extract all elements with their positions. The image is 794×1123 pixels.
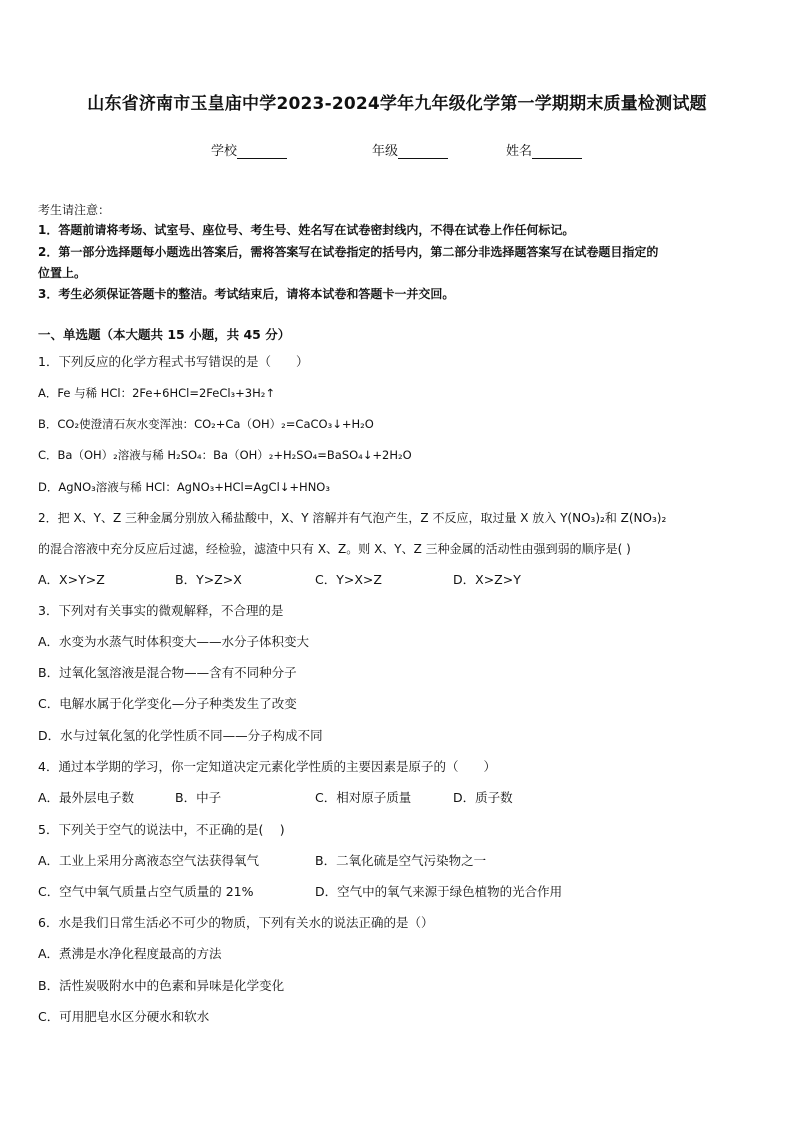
question-6-option-c[interactable]: C．可用肥皂水区分硬水和软水	[38, 1009, 210, 1024]
question-1-option-a[interactable]: A．Fe 与稀 HCl：2Fe+6HCl=2FeCl₃+3H₂↑	[38, 386, 276, 400]
question-1-stem: 1．下列反应的化学方程式书写错误的是（ ）	[38, 354, 309, 369]
question-5-option-a[interactable]: A．工业上采用分离液态空气法获得氧气	[38, 853, 260, 868]
question-1-option-d[interactable]: D．AgNO₃溶液与稀 HCl：AgNO₃+HCl=AgCl↓+HNO₃	[38, 480, 330, 494]
question-6-option-a[interactable]: A．煮沸是水净化程度最高的方法	[38, 946, 222, 961]
question-5-option-d[interactable]: D．空气中的氧气来源于绿色植物的光合作用	[315, 884, 563, 899]
question-6-stem: 6．水是我们日常生活必不可少的物质，下列有关水的说法正确的是（）	[38, 915, 434, 930]
question-3-option-b[interactable]: B．过氧化氢溶液是混合物——含有不同种分子	[38, 665, 297, 680]
question-4-option-c[interactable]: C．相对原子质量	[315, 790, 412, 805]
school-field[interactable]	[211, 140, 287, 159]
question-2-option-b[interactable]: B．Y>Z>X	[175, 572, 242, 587]
question-5-stem: 5．下列关于空气的说法中，不正确的是( )	[38, 822, 285, 837]
name-field[interactable]	[506, 140, 582, 159]
page-title: 山东省济南市玉皇庙中学2023-2024学年九年级化学第一学期期末质量检测试题	[87, 94, 707, 114]
notice-item: 1．答题前请将考场、试室号、座位号、考生号、姓名写在试卷密封线内，不得在试卷上作任何标记。	[38, 223, 575, 237]
question-2-stem-line-1: 2．把 X、Y、Z 三种金属分别放入稀盐酸中，X、Y 溶解并有气泡产生，Z 不反应，取过量 X 放入 Y(NO₃)₂和 Z(NO₃)₂	[38, 511, 667, 525]
question-4-option-b[interactable]: B．中子	[175, 790, 222, 805]
name-label: 姓名	[506, 144, 533, 159]
question-4-stem: 4．通过本学期的学习，你一定知道决定元素化学性质的主要因素是原子的（ ）	[38, 759, 496, 774]
section-heading: 一、单选题（本大题共 15 小题，共 45 分）	[38, 327, 291, 342]
student-info-row	[0, 140, 794, 160]
question-1-option-b[interactable]: B．CO₂使澄清石灰水变浑浊：CO₂+Ca（OH）₂=CaCO₃↓+H₂O	[38, 417, 374, 431]
school-blank[interactable]	[237, 144, 287, 159]
question-5-option-b[interactable]: B．二氧化硫是空气污染物之一	[315, 853, 487, 868]
name-blank[interactable]	[532, 144, 582, 159]
notice-item: 位置上。	[38, 266, 87, 280]
question-4-option-a[interactable]: A．最外层电子数	[38, 790, 135, 805]
notice-item: 2．第一部分选择题每小题选出答案后，需将答案写在试卷指定的括号内，第二部分非选择题答案写在试卷题目指定的	[38, 245, 659, 259]
question-2-option-c[interactable]: C．Y>X>Z	[315, 572, 382, 587]
question-3-option-d[interactable]: D．水与过氧化氢的化学性质不同——分子构成不同	[38, 728, 323, 743]
question-3-stem: 3．下列对有关事实的微观解释，不合理的是	[38, 603, 284, 618]
school-label: 学校	[211, 144, 238, 159]
question-2-option-a[interactable]: A．X>Y>Z	[38, 572, 105, 587]
question-2-stem-line-2: 的混合溶液中充分反应后过滤，经检验，滤渣中只有 X、Z。则 X、Y、Z 三种金属的活动性由强到弱的顺序是( )	[38, 542, 631, 556]
question-4-option-d[interactable]: D．质子数	[453, 790, 513, 805]
question-5-option-c[interactable]: C．空气中氧气质量占空气质量的 21%	[38, 884, 254, 899]
question-3-option-c[interactable]: C．电解水属于化学变化—分子种类发生了改变	[38, 696, 297, 711]
notice-heading: 考生请注意：	[38, 203, 111, 217]
question-3-option-a[interactable]: A．水变为水蒸气时体积变大——水分子体积变大	[38, 634, 310, 649]
question-6-option-b[interactable]: B．活性炭吸附水中的色素和异味是化学变化	[38, 978, 285, 993]
grade-blank[interactable]	[398, 144, 448, 159]
question-2-option-d[interactable]: D．X>Z>Y	[453, 572, 521, 587]
grade-label: 年级	[372, 144, 399, 159]
notice-item: 3．考生必须保证答题卡的整洁。考试结束后，请将本试卷和答题卡一并交回。	[38, 287, 455, 301]
question-1-option-c[interactable]: C．Ba（OH）₂溶液与稀 H₂SO₄：Ba（OH）₂+H₂SO₄=BaSO₄↓+2H₂O	[38, 448, 412, 462]
grade-field[interactable]	[372, 140, 448, 159]
